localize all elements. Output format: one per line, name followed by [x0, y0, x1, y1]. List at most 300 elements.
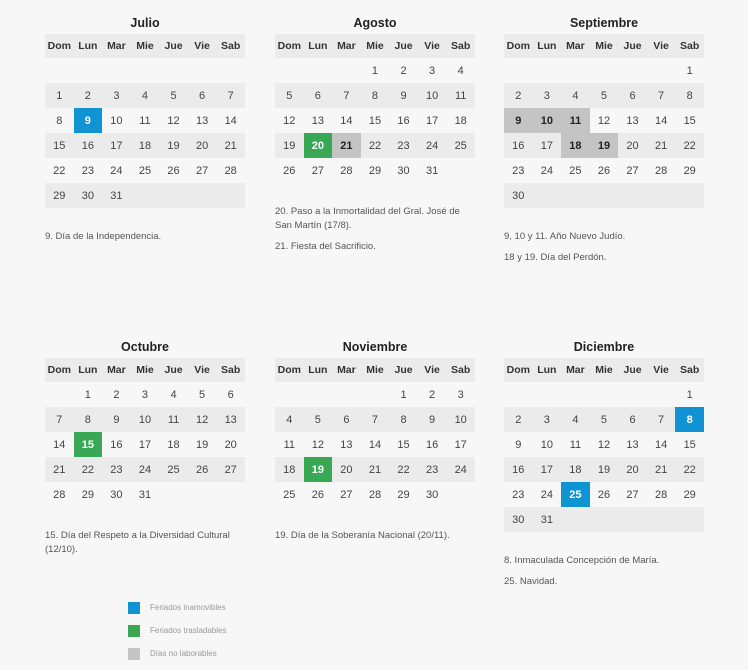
day-cell: 2: [102, 382, 131, 407]
empty-cell: [590, 382, 619, 407]
day-cell: 1: [675, 58, 704, 83]
day-cell: 19: [275, 133, 304, 158]
empty-cell: [361, 382, 390, 407]
day-cell: 28: [361, 482, 390, 507]
day-cell: 1: [361, 58, 390, 83]
day-cell: 9: [102, 407, 131, 432]
day-cell: 21: [216, 133, 245, 158]
legend-item-trasladables: [128, 619, 226, 642]
day-cell: 22: [675, 457, 704, 482]
legend-item-no-laborables: [128, 642, 226, 665]
day-cell: 14: [361, 432, 390, 457]
month-title: Octubre: [121, 340, 169, 354]
day-cell: 18: [159, 432, 188, 457]
day-cell: 21: [45, 457, 74, 482]
day-cell: 20: [188, 133, 217, 158]
day-cell: 2: [418, 382, 447, 407]
empty-cell: [561, 382, 590, 407]
day-cell: 8: [389, 407, 418, 432]
day-cell: 11: [561, 432, 590, 457]
day-cell: 22: [74, 457, 103, 482]
empty-cell: [618, 507, 647, 532]
week-row: [45, 382, 245, 407]
day-cell: 24: [131, 457, 160, 482]
day-cell: 15: [361, 108, 390, 133]
day-cell: 30: [389, 158, 418, 183]
empty-cell: [561, 183, 590, 208]
day-cell: 29: [675, 482, 704, 507]
week-row: [275, 83, 475, 108]
month-noviembre: [275, 324, 475, 550]
week-row: [275, 133, 475, 158]
day-cell: 20: [618, 133, 647, 158]
weekday-header: Jue: [159, 34, 188, 58]
day-cell: 5: [304, 407, 333, 432]
day-cell: 7: [361, 407, 390, 432]
holiday-notes: [504, 554, 704, 589]
weekday-header: Jue: [159, 358, 188, 382]
day-cell: 8: [361, 83, 390, 108]
day-cell: 29: [675, 158, 704, 183]
day-cell: 20: [304, 133, 333, 158]
day-cell: 5: [188, 382, 217, 407]
holiday-note: 25. Navidad.: [504, 576, 558, 587]
weekday-header: Mie: [361, 358, 390, 382]
day-cell: 3: [533, 407, 562, 432]
weekday-header: Jue: [389, 358, 418, 382]
week-row: [45, 133, 245, 158]
day-cell: 16: [389, 108, 418, 133]
month-agosto: [275, 0, 475, 261]
day-cell: 2: [389, 58, 418, 83]
weekday-header: Lun: [74, 358, 103, 382]
day-cell: 21: [647, 133, 676, 158]
day-cell: 27: [332, 482, 361, 507]
week-row: [45, 432, 245, 457]
legend-label: Feriados inamovibles: [150, 603, 226, 612]
week-row: [504, 83, 704, 108]
empty-cell: [275, 58, 304, 83]
legend-item-inamovibles: [128, 596, 226, 619]
day-cell: 30: [504, 183, 533, 208]
day-cell: 17: [131, 432, 160, 457]
empty-cell: [216, 58, 245, 83]
day-cell: 17: [418, 108, 447, 133]
weekday-header: Mie: [131, 34, 160, 58]
day-cell: 12: [304, 432, 333, 457]
day-cell: 9: [389, 83, 418, 108]
day-cell: 18: [561, 133, 590, 158]
day-cell: 25: [131, 158, 160, 183]
day-cell: 27: [618, 158, 647, 183]
calendar-grid: [275, 34, 475, 183]
empty-cell: [618, 58, 647, 83]
day-cell: 5: [159, 83, 188, 108]
week-row: [504, 133, 704, 158]
calendar-grid: [504, 358, 704, 532]
day-cell: 30: [74, 183, 103, 208]
empty-cell: [74, 58, 103, 83]
day-cell: 6: [304, 83, 333, 108]
week-row: [45, 457, 245, 482]
day-cell: 16: [74, 133, 103, 158]
empty-cell: [332, 382, 361, 407]
day-cell: 20: [332, 457, 361, 482]
day-cell: 19: [304, 457, 333, 482]
weekday-header: Vie: [188, 34, 217, 58]
weekday-header: Dom: [275, 358, 304, 382]
empty-cell: [618, 183, 647, 208]
day-cell: 31: [131, 482, 160, 507]
holiday-note: 9. Día de la Independencia.: [45, 231, 162, 242]
day-cell: 17: [446, 432, 475, 457]
day-cell: 23: [102, 457, 131, 482]
month-julio: [45, 0, 245, 251]
day-cell: 29: [361, 158, 390, 183]
day-cell: 16: [504, 133, 533, 158]
calendar-grid: [275, 358, 475, 507]
day-cell: 12: [188, 407, 217, 432]
month-octubre: [45, 324, 245, 564]
day-cell: 18: [446, 108, 475, 133]
week-row: [45, 58, 245, 83]
day-cell: 7: [216, 83, 245, 108]
day-cell: 13: [216, 407, 245, 432]
week-row: [45, 482, 245, 507]
month-title: Diciembre: [573, 340, 635, 354]
holiday-notes: [504, 230, 704, 265]
day-cell: 2: [74, 83, 103, 108]
day-cell: 7: [647, 407, 676, 432]
week-row: [504, 432, 704, 457]
day-cell: 20: [618, 457, 647, 482]
day-cell: 26: [590, 158, 619, 183]
empty-cell: [45, 58, 74, 83]
weekday-header: Dom: [45, 34, 74, 58]
day-cell: 7: [45, 407, 74, 432]
empty-cell: [131, 58, 160, 83]
week-row: [504, 183, 704, 208]
day-cell: 2: [504, 407, 533, 432]
week-row: [504, 507, 704, 532]
day-cell: 2: [504, 83, 533, 108]
empty-cell: [504, 382, 533, 407]
day-cell: 7: [332, 83, 361, 108]
day-cell: 25: [275, 482, 304, 507]
empty-cell: [561, 507, 590, 532]
week-row: [504, 407, 704, 432]
day-cell: 23: [74, 158, 103, 183]
day-cell: 1: [45, 83, 74, 108]
weekday-header: Mar: [102, 358, 131, 382]
empty-cell: [675, 507, 704, 532]
day-cell: 15: [45, 133, 74, 158]
empty-cell: [332, 58, 361, 83]
day-cell: 12: [590, 432, 619, 457]
day-cell: 31: [533, 507, 562, 532]
week-row: [504, 158, 704, 183]
day-cell: 6: [216, 382, 245, 407]
month-title: Julio: [130, 16, 160, 30]
calendar-grid: [45, 358, 245, 507]
weekday-header: Lun: [533, 34, 562, 58]
day-cell: 19: [188, 432, 217, 457]
day-cell: 30: [504, 507, 533, 532]
empty-cell: [159, 58, 188, 83]
weekday-header: Mie: [590, 358, 619, 382]
day-cell: 11: [159, 407, 188, 432]
day-cell: 14: [647, 432, 676, 457]
weekday-header: Dom: [504, 358, 533, 382]
weekday-header: Sab: [675, 358, 704, 382]
weekday-header: Mie: [590, 34, 619, 58]
empty-cell: [647, 507, 676, 532]
weekday-header: Dom: [45, 358, 74, 382]
day-cell: 26: [188, 457, 217, 482]
day-cell: 27: [216, 457, 245, 482]
weekday-header: Jue: [618, 34, 647, 58]
day-cell: 20: [216, 432, 245, 457]
legend-label: Feriados trasladables: [150, 626, 227, 635]
day-cell: 5: [590, 83, 619, 108]
day-cell: 10: [533, 432, 562, 457]
day-cell: 9: [504, 432, 533, 457]
weekday-header: Dom: [504, 34, 533, 58]
day-cell: 6: [188, 83, 217, 108]
holiday-notes: [45, 529, 245, 557]
day-cell: 10: [102, 108, 131, 133]
empty-cell: [533, 382, 562, 407]
day-cell: 4: [446, 58, 475, 83]
day-cell: 31: [418, 158, 447, 183]
day-cell: 29: [45, 183, 74, 208]
empty-cell: [533, 183, 562, 208]
day-cell: 14: [332, 108, 361, 133]
day-cell: 25: [561, 158, 590, 183]
empty-cell: [561, 58, 590, 83]
weekday-header: Mie: [131, 358, 160, 382]
empty-cell: [504, 58, 533, 83]
day-cell: 21: [332, 133, 361, 158]
day-cell: 8: [74, 407, 103, 432]
day-cell: 13: [332, 432, 361, 457]
day-cell: 11: [561, 108, 590, 133]
empty-cell: [216, 183, 245, 208]
day-cell: 25: [159, 457, 188, 482]
month-title: Agosto: [353, 16, 397, 30]
day-cell: 16: [504, 457, 533, 482]
day-cell: 15: [389, 432, 418, 457]
day-cell: 27: [188, 158, 217, 183]
week-row: [504, 382, 704, 407]
week-row: [275, 457, 475, 482]
empty-cell: [533, 58, 562, 83]
day-cell: 19: [590, 457, 619, 482]
day-cell: 1: [675, 382, 704, 407]
week-row: [275, 482, 475, 507]
weekday-header: Sab: [216, 358, 245, 382]
day-cell: 4: [561, 83, 590, 108]
day-cell: 18: [275, 457, 304, 482]
week-row: [275, 382, 475, 407]
day-cell: 28: [647, 482, 676, 507]
week-row: [504, 58, 704, 83]
day-cell: 14: [647, 108, 676, 133]
day-cell: 17: [102, 133, 131, 158]
day-cell: 29: [389, 482, 418, 507]
day-cell: 11: [446, 83, 475, 108]
day-cell: 18: [131, 133, 160, 158]
empty-cell: [304, 382, 333, 407]
day-cell: 23: [389, 133, 418, 158]
weekday-header: Vie: [188, 358, 217, 382]
holiday-note: 20. Paso a la Inmortalidad del Gral. José de San Martín (17/8).: [275, 206, 460, 231]
empty-cell: [102, 58, 131, 83]
day-cell: 4: [159, 382, 188, 407]
calendar-grid: [45, 34, 245, 208]
day-cell: 23: [418, 457, 447, 482]
empty-cell: [188, 183, 217, 208]
day-cell: 14: [216, 108, 245, 133]
holiday-note: 15. Día del Respeto a la Diversidad Cultural (12/10).: [45, 530, 230, 555]
weekday-header: Lun: [304, 34, 333, 58]
day-cell: 15: [675, 432, 704, 457]
day-cell: 1: [389, 382, 418, 407]
weekday-header: Vie: [647, 358, 676, 382]
day-cell: 10: [446, 407, 475, 432]
day-cell: 25: [561, 482, 590, 507]
day-cell: 21: [647, 457, 676, 482]
day-cell: 31: [102, 183, 131, 208]
empty-cell: [675, 183, 704, 208]
day-cell: 6: [332, 407, 361, 432]
day-cell: 15: [74, 432, 103, 457]
day-cell: 18: [561, 457, 590, 482]
week-row: [275, 158, 475, 183]
weekday-header: Sab: [675, 34, 704, 58]
weekday-header: Vie: [647, 34, 676, 58]
empty-cell: [131, 183, 160, 208]
weekday-header: Vie: [418, 34, 447, 58]
day-cell: 13: [618, 108, 647, 133]
empty-cell: [590, 58, 619, 83]
day-cell: 27: [304, 158, 333, 183]
week-row: [504, 108, 704, 133]
week-row: [275, 108, 475, 133]
legend-label: Días no laborables: [150, 649, 217, 658]
day-cell: 30: [418, 482, 447, 507]
weekday-header: Lun: [533, 358, 562, 382]
day-cell: 8: [675, 83, 704, 108]
day-cell: 19: [159, 133, 188, 158]
day-cell: 11: [131, 108, 160, 133]
week-row: [504, 482, 704, 507]
empty-cell: [618, 382, 647, 407]
weekday-header: Dom: [275, 34, 304, 58]
legend: [128, 596, 226, 665]
holiday-notes: [45, 230, 245, 244]
weekday-header: Mar: [561, 358, 590, 382]
week-row: [275, 432, 475, 457]
day-cell: 30: [102, 482, 131, 507]
holiday-notes: [275, 205, 475, 254]
day-cell: 16: [418, 432, 447, 457]
day-cell: 22: [45, 158, 74, 183]
day-cell: 3: [418, 58, 447, 83]
empty-cell: [446, 482, 475, 507]
weekday-header: Lun: [74, 34, 103, 58]
week-row: [504, 457, 704, 482]
day-cell: 23: [504, 158, 533, 183]
weekday-header: Mar: [561, 34, 590, 58]
day-cell: 26: [304, 482, 333, 507]
empty-cell: [590, 507, 619, 532]
day-cell: 12: [159, 108, 188, 133]
day-cell: 14: [45, 432, 74, 457]
empty-cell: [647, 58, 676, 83]
day-cell: 26: [590, 482, 619, 507]
day-cell: 4: [275, 407, 304, 432]
week-row: [45, 83, 245, 108]
legend-swatch: [128, 625, 140, 637]
empty-cell: [275, 382, 304, 407]
day-cell: 24: [533, 158, 562, 183]
day-cell: 15: [675, 108, 704, 133]
week-row: [45, 183, 245, 208]
day-cell: 19: [590, 133, 619, 158]
weekday-header: Jue: [618, 358, 647, 382]
empty-cell: [45, 382, 74, 407]
day-cell: 23: [504, 482, 533, 507]
day-cell: 3: [446, 382, 475, 407]
day-cell: 13: [188, 108, 217, 133]
day-cell: 3: [102, 83, 131, 108]
holiday-notes: [275, 529, 475, 543]
holiday-note: 19. Día de la Soberanía Nacional (20/11).: [275, 530, 450, 541]
weekday-header: Lun: [304, 358, 333, 382]
month-title: Noviembre: [342, 340, 408, 354]
day-cell: 26: [275, 158, 304, 183]
month-diciembre: [504, 324, 704, 596]
day-cell: 9: [74, 108, 103, 133]
weekday-header: Mar: [102, 34, 131, 58]
day-cell: 6: [618, 83, 647, 108]
empty-cell: [188, 482, 217, 507]
day-cell: 22: [389, 457, 418, 482]
week-row: [45, 407, 245, 432]
empty-cell: [446, 158, 475, 183]
day-cell: 3: [131, 382, 160, 407]
weekday-header: Sab: [446, 34, 475, 58]
day-cell: 22: [675, 133, 704, 158]
day-cell: 3: [533, 83, 562, 108]
weekday-header: Mar: [332, 358, 361, 382]
day-cell: 28: [216, 158, 245, 183]
day-cell: 10: [131, 407, 160, 432]
day-cell: 5: [275, 83, 304, 108]
day-cell: 9: [418, 407, 447, 432]
day-cell: 29: [74, 482, 103, 507]
day-cell: 7: [647, 83, 676, 108]
empty-cell: [216, 482, 245, 507]
empty-cell: [188, 58, 217, 83]
day-cell: 26: [159, 158, 188, 183]
day-cell: 24: [102, 158, 131, 183]
day-cell: 8: [45, 108, 74, 133]
day-cell: 6: [618, 407, 647, 432]
day-cell: 4: [561, 407, 590, 432]
empty-cell: [304, 58, 333, 83]
